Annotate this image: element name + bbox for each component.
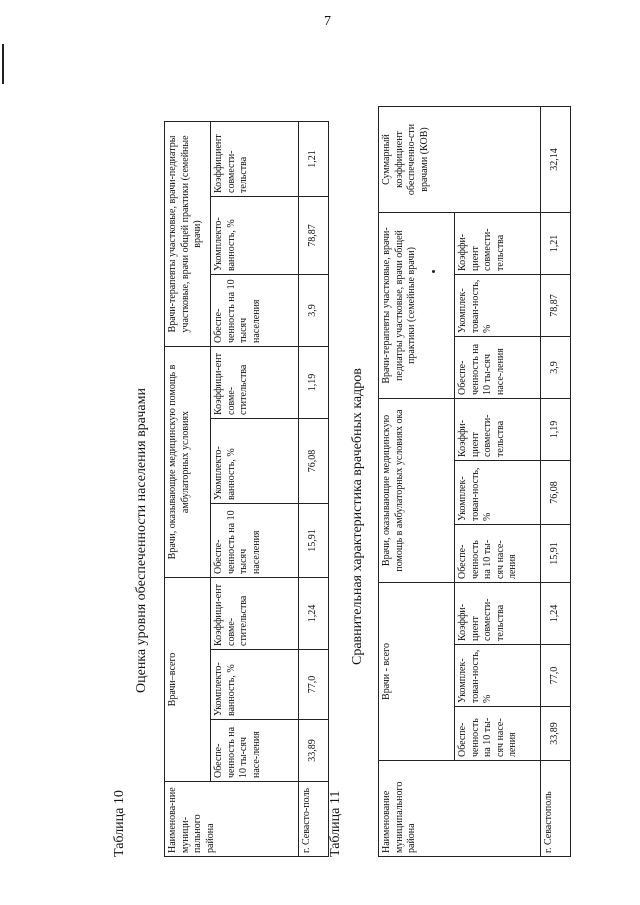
table11-cell: 32,14 <box>541 106 571 212</box>
table11-sub-5: Укомплек-тован-ность, % <box>455 461 541 525</box>
table11-sub-8: Укомплек-тован-ность, % <box>455 274 541 336</box>
table11-group-3: Врачи-терапевты участковые, врачи-педиатры участковые, врачи общей практики (семейные врачи) <box>379 212 455 398</box>
table11-cell: 76,08 <box>541 461 571 525</box>
table11-group-2: Врачи, оказывающие медицинскую помощь в амбулаторных условиях ока <box>379 398 455 582</box>
table-row <box>299 122 329 857</box>
table11-sub-2: Укомплек-тован-ность, % <box>455 645 541 707</box>
table10-row-name: г. Севасто-поль <box>299 782 329 857</box>
table-row <box>541 106 571 856</box>
table10-sub-2: Укомплекто-ванность, % <box>211 650 299 720</box>
table11 <box>378 106 571 857</box>
table10-cell: 33,89 <box>299 720 329 782</box>
table11-cell: 3,9 <box>541 336 571 398</box>
table11-sub-1: Обеспе-ченность на 10 ты-сяч насе-ления <box>455 707 541 761</box>
table11-label: Таблица 11 <box>328 790 343 857</box>
table10-group-1: Врачи–всего <box>165 578 211 782</box>
table10-cell: 15,91 <box>299 504 329 578</box>
table10-sub-7: Обеспе-ченность на 10 тысяч населения <box>211 275 299 347</box>
table10-sub-9: Коэффициент совмести-тельства <box>211 122 299 197</box>
table11-sub-4: Обеспе-ченность на 10 ты-сяч насе-ления <box>455 525 541 583</box>
table11-group-1: Врачи - всего <box>379 583 455 761</box>
table10-cell: 1,24 <box>299 578 329 650</box>
table11-cell: 1,19 <box>541 398 571 460</box>
table11-sub-9: Коэффи-циент совмести-тельства <box>455 212 541 274</box>
table10-sub-8: Укомплекто-ванность, % <box>211 197 299 275</box>
table10-cell: 76,08 <box>299 419 329 504</box>
table10-cell: 78,87 <box>299 197 329 275</box>
table11-sub-7: Обеспе-ченность на 10 ты-сяч насе-ления <box>455 336 541 398</box>
table10-sub-1: Обеспе-ченность на 10 ты-сяч насе-ления <box>211 720 299 782</box>
table10-group-3: Врачи-терапевты участковые, врачи-педиатры участковые, врачи общей практики (семейные врачи) <box>165 122 211 347</box>
table11-cell: 15,91 <box>541 525 571 583</box>
table10-header-name: Наименова-ние муници-пального района <box>165 782 299 857</box>
table11-cell: 1,24 <box>541 583 571 645</box>
table10-cell: 3,9 <box>299 275 329 347</box>
table11-cell: 78,87 <box>541 274 571 336</box>
table11-row-name: г. Севастополь <box>541 761 571 857</box>
table10-cell: 77,0 <box>299 650 329 720</box>
table11-header-kov: Суммарный коэффициент обеспеченно-сти врачами (КОВ) <box>379 106 541 212</box>
table10-group-2: Врачи, оказывающие медицинскую помощь в амбулаторных условиях <box>165 347 211 578</box>
table10-cell: 1,19 <box>299 347 329 419</box>
table11-sub-3: Коэффи-циент совмести-тельства <box>455 583 541 645</box>
table11-cell: 77,0 <box>541 645 571 707</box>
table10-sub-4: Обеспе-ченность на 10 тысяч населения <box>211 504 299 578</box>
table11-sub-6: Коэффи-циент совмести-тельства <box>455 398 541 460</box>
page-number: 7 <box>324 14 331 29</box>
table10-label: Таблица 10 <box>112 790 127 857</box>
table11-title: Сравнительная характеристика врачебных кадров <box>350 368 365 665</box>
table10-title: Оценка уровня обеспеченности населения врачами <box>134 388 149 693</box>
table10-sub-6: Коэффици-ент совме-стительства <box>211 347 299 419</box>
table10-cell: 1,21 <box>299 122 329 197</box>
table11-cell: 33,89 <box>541 707 571 761</box>
table10-sub-5: Укомплекто-ванность, % <box>211 419 299 504</box>
table10-sub-3: Коэффици-ент совме-стительства <box>211 578 299 650</box>
table10 <box>164 121 329 857</box>
table11-cell: 1,21 <box>541 212 571 274</box>
table11-header-name: Наименование муниципального района <box>379 761 541 857</box>
